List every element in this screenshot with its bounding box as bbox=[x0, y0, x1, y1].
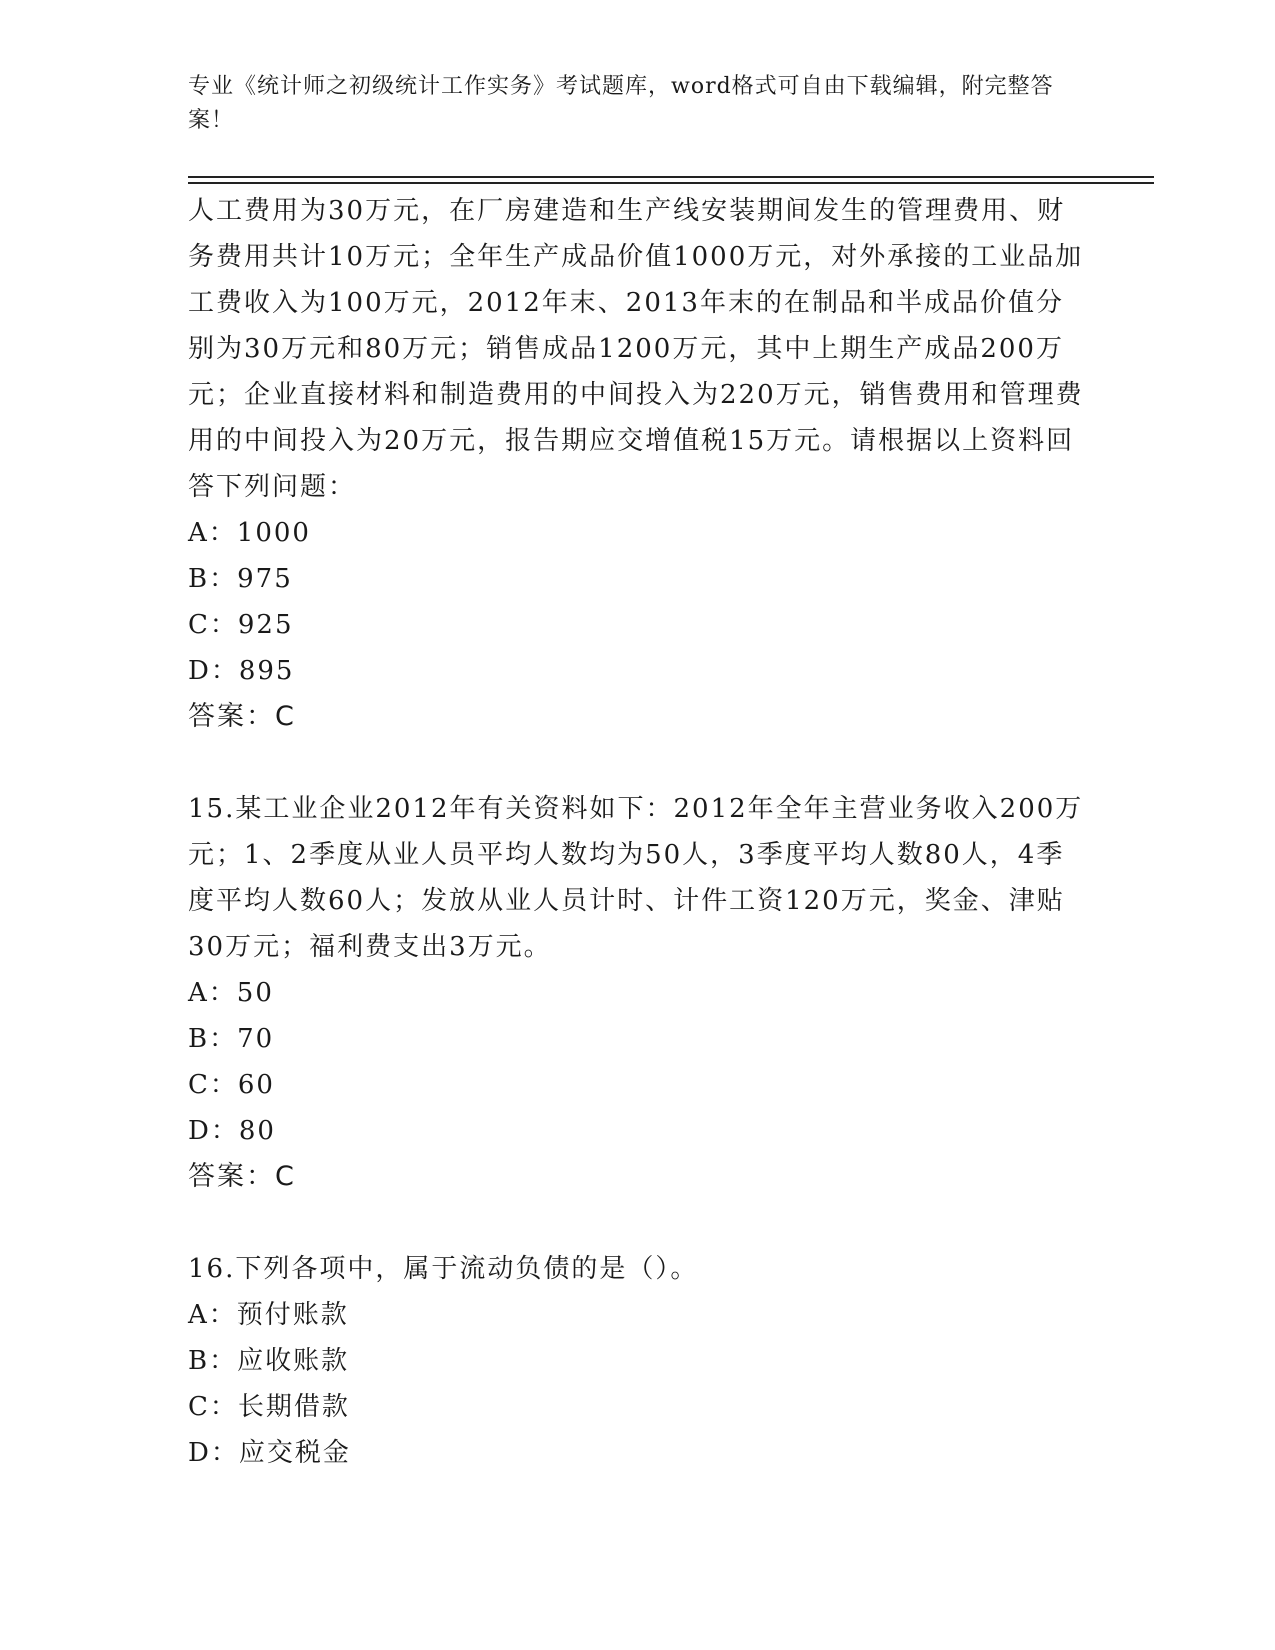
option-a: A：50 bbox=[188, 978, 274, 1008]
header-rule-top bbox=[188, 176, 1154, 178]
option-d: D：应交税金 bbox=[188, 1438, 351, 1468]
option-c: C：925 bbox=[188, 610, 294, 640]
option-d: D：895 bbox=[188, 656, 295, 686]
question-text: 15.某工业企业2012年有关资料如下：2012年全年主营业务收入200万元；1、2季度从业人员平均人数均为50人，3季度平均人数80人，4季度平均人数60人；发放从业人员计时、计件工资120万元，奖金、津贴30万元；福利费支出3万元。 bbox=[188, 794, 1084, 962]
option-c: C：长期借款 bbox=[188, 1392, 350, 1422]
spacer bbox=[188, 740, 1088, 786]
spacer bbox=[188, 1200, 1088, 1246]
question-16 bbox=[188, 1246, 1088, 1476]
question-15 bbox=[188, 786, 1088, 1200]
option-a: A：预付账款 bbox=[188, 1300, 349, 1330]
question-text: 16.下列各项中，属于流动负债的是（）。 bbox=[188, 1254, 699, 1284]
option-a: A：1000 bbox=[188, 518, 311, 548]
answer: 答案：C bbox=[188, 701, 296, 732]
document-header: 专业《统计师之初级统计工作实务》考试题库，word格式可自由下载编辑，附完整答案！ bbox=[188, 74, 1054, 133]
option-c: C：60 bbox=[188, 1070, 275, 1100]
answer: 答案：C bbox=[188, 1161, 296, 1192]
option-b: B：应收账款 bbox=[188, 1346, 350, 1376]
question-text: 人工费用为30万元，在厂房建造和生产线安装期间发生的管理费用、财务费用共计10万元；全年生产成品价值1000万元，对外承接的工业品加工费收入为100万元，2012年末、2013年末的在制品和半成品价值分别为30万元和80万元；销售成品1200万元，其中上期生产成品200万元；企业直接材料和制造费用的中间投入为220万元，销售费用和管理费用的中间投入为20万元，报告期应交增值税15万元。请根据以上资料回答下列问题： bbox=[188, 196, 1084, 502]
question-14 bbox=[188, 188, 1088, 740]
option-b: B：70 bbox=[188, 1024, 275, 1054]
option-d: D：80 bbox=[188, 1116, 276, 1146]
option-b: B：975 bbox=[188, 564, 293, 594]
header-rule-bottom bbox=[188, 182, 1154, 184]
document-body bbox=[188, 188, 1088, 1476]
